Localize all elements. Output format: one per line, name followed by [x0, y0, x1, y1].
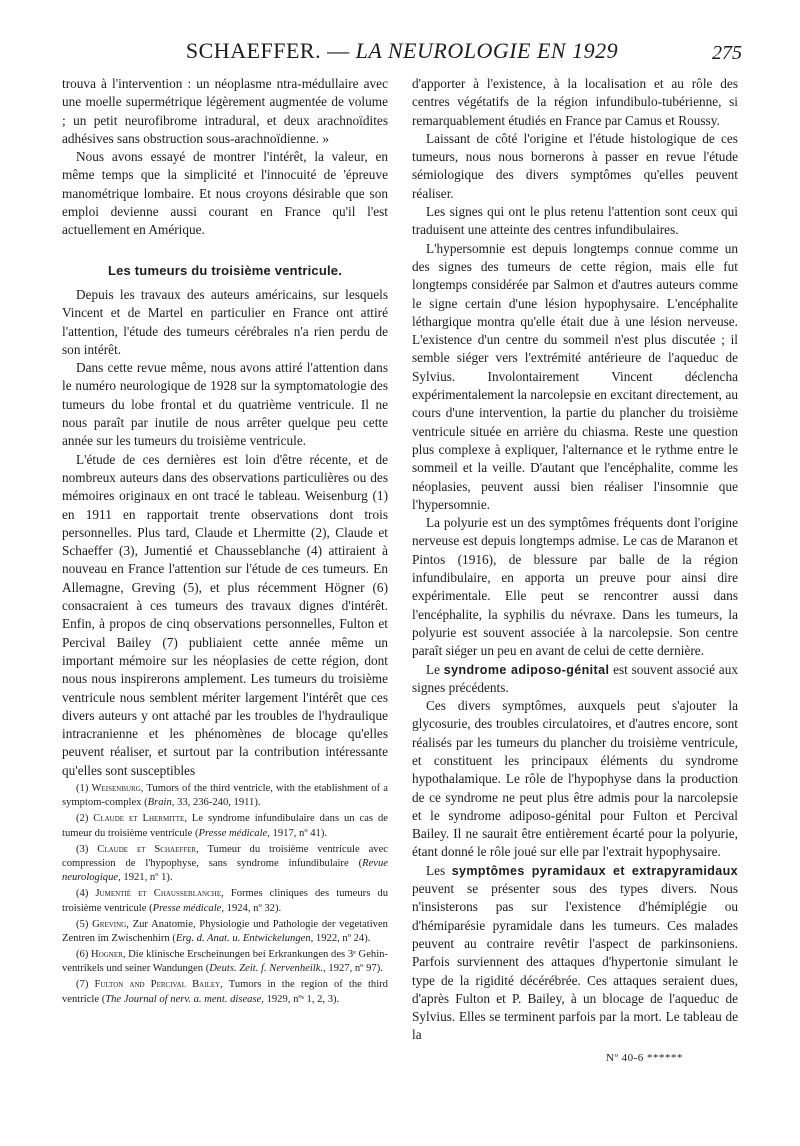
footnote-authors: Jumentié et Chausseblanche [95, 888, 222, 900]
footnote: (2) Claude et Lhermitte, Le syndrome infundibulaire dans un cas de tumeur du troisième ventricule (Presse médicale, 1917, nº 41). [62, 813, 388, 839]
pyramidaux-lead: symptômes pyramidaux et extrapyramidaux [451, 863, 738, 878]
right-paragraph-3: Les signes qui ont le plus retenu l'attention sont ceux qui traduisent une atteinte des centres infundibulaires. [412, 204, 738, 238]
hypersomnie-lead: L'hypersomnie [426, 240, 506, 256]
right-paragraph-7: Ces divers symptômes, auxquels peut s'ajouter la glycosurie, des troubles circulatoires, et d'autres encore, sont réalisés par les tumeurs du plancher du troisième ventricule, et constituent les principaux éléments du syndrome hypothalamique. Le rôle de l'hypophyse dans la production de ce syndrome ne peut plus être admis pour la narcolepsie et le syndrome adiposo-génital pour Fulton et Percival Bailey. Il ne saurait être entièrement écarté pour la polyurie, étant donné le rôle joué sur elle par l'extrait hypophysaire. [412, 698, 738, 860]
running-header [62, 38, 742, 68]
footnote: (4) Jumentié et Chausseblanche, Formes cliniques des tumeurs du troisième ventricule (Presse médicale, 1924, nº 32). [62, 888, 388, 914]
footnote-source: Revue neurologique [62, 858, 388, 884]
left-column [62, 75, 388, 780]
left-paragraph-4: Dans cette revue même, nous avons attiré l'attention dans le numéro neurologique de 1928 sur la symptomatologie des tumeurs du lobe frontal et du quatrième ventricule. Il ne nous paraît par inutile de nous arrêter quelque peu cette année sur les tumeurs du troisième ventricule. [62, 360, 388, 449]
header-author: SCHAEFFER. [185, 38, 322, 63]
adiposo-genital-lead: syndrome adiposo-génital [443, 662, 610, 677]
left-paragraph-1: trouva à l'intervention : un néoplasme ntra-médullaire avec une moelle supermétrique légèrement augmentée de volume ; un petit neurofibrome intradural, et deux arachnoïdites adhésives sans obstruction sous-arachnoïdienne. » [62, 76, 388, 146]
page-number: 275 [712, 42, 742, 64]
footnote-authors: Greving [92, 918, 127, 930]
footnote-source: Deuts. Zeit. f. Nervenheilk. [209, 963, 324, 975]
left-paragraph-5: L'étude de ces dernières est loin d'être récente, et de nombreux auteurs dans des observations particulières ou des mémoires originaux en ont tracé le tableau. Weisenburg (1) en 1911 en rapportait trente observations dont trois personnelles. Plus tard, Claude et Lhermitte (2), Claude et Schaeffer (3), Jumentié et Chausseblanche (4) attiraient à nouveau en France l'attention sur l'étude de ces tumeurs. En Allemagne, Greving (5), et plus récemment Högner (6) consacraient à ces tumeurs des travaux dignes d'intérêt. Enfin, à propos de cinq observations personnelles, Fulton et Percival Bailey (7) publiaient cette année même un important mémoire sur les néoplasies de cette région, dont nous nous inspirerons amplement. Les tumeurs du troisième ventricule nous semblent mériter largement l'intérêt que ces divers auteurs y ont attaché par les troubles de l'hydraulique intracranienne et les phénomènes de blocage qu'elles peuvent réaliser, et surtout par la contribution intéressante qu'elles sont susceptibles [62, 451, 388, 778]
footnote-source: Brain [147, 797, 172, 809]
right-paragraph-8: Les symptômes pyramidaux et extrapyramidaux peuvent se présenter sous des types divers. Nous n'insisterons pas sur l'existence d'hémiplégie ou d'hémiparésie pyramidale dans les tumeurs. Ces malades peuvent au contraire revêtir l'aspect de parkinsoniens. Parfois surviennent des attaques d'hypertonie simulant le type de la rigidité décérébrée. Ces attaques seraient dues, d'après Fulton et P. Bailey, à un blocage de l'aqueduc de Sylvius. Elles se terminent parfois par la mort. Le tableau de la [412, 862, 738, 1043]
footnote-authors: Claude et Lhermitte [93, 813, 185, 825]
left-paragraph-3: Depuis les travaux des auteurs américains, sur lesquels Vincent et de Martel en particulier en France ont attiré l'attention, l'étude des tumeurs cérébrales n'a rien perdu de son intérêt. [62, 286, 388, 357]
right-paragraph-4: L'hypersomnie est depuis longtemps connue comme un des signes des tumeurs de cette région, mais elle fut longtemps considérée par Salmon et d'autres auteurs comme le signe certain d'une lésion hypophysaire. L'encéphalite léthargique montra qu'elle était due à une lésion nerveuse. L'existence d'un centre du sommeil n'est plus discutée ; il semble siéger vers l'extrémité antérieure de l'aqueduc de Sylvius. Involontairement Vincent déclencha expérimentalement la narcolepsie en excitant directement, au cours d'une intervention, la partie du plancher du troisième ventricule située en arrière du chiasma. Reste une question plus complexe à expliquer, l'alternance et le rythme entre le sommeil et la veille. D'autant que l'encéphalite, comme les néoplasies, peuvent aussi bien réaliser l'insomnie que l'hypersomnie. [412, 240, 738, 512]
header-dash: — [321, 38, 356, 63]
footnote-authors: Weisenburg [91, 783, 141, 794]
footnote-source: The Journal of nerv. a. ment. disease [105, 993, 262, 1005]
section-heading: Les tumeurs du troisième ventricule. [107, 262, 343, 278]
right-paragraph-6: Le syndrome adiposo-génital est souvent associé aux signes précédents. [412, 661, 739, 695]
right-paragraph-2: Laissant de côté l'origine et l'étude histologique de ces tumeurs, nous nous bornerons à passer en revue l'étude sémiologique des divers symptômes qu'elles peuvent réaliser. [412, 130, 738, 201]
footnote: (5) Greving, Zur Anatomie, Physiologie und Pathologie der vegetativen Zentren im Zwischenhirn (Erg. d. Anat. u. Entwickelungen, 1922, nº 24). [62, 918, 388, 945]
printer-mark: Nº 40-6 ****** [606, 1052, 684, 1064]
left-paragraph-2: Nous avons essayé de montrer l'intérêt, la valeur, en même temps que la simplicité et l'innocuité de 'épreuve manométrique lombaire. Et nous croyons désirable que son emploi devienne aussi courant en France qu'il l'est actuellement en Amérique. [62, 149, 388, 238]
footnote-source: Erg. d. Anat. u. Entwickelungen [175, 933, 311, 945]
footnote-source: Presse médicale [152, 902, 222, 914]
footnote: (1) Weisenburg, Tumors of the third ventricle, with the etablishment of a symptom-complex (Brain, 33, 236-240, 1911). [62, 783, 388, 809]
footnote-authors: Hogner [91, 948, 123, 960]
footnote: (7) Fulton and Percival Bailey, Tumors in the region of the third ventricle (The Journal of nerv. a. ment. disease, 1929, nºˢ 1, 2, 3). [62, 979, 388, 1005]
right-paragraph-1: d'apporter à l'existence, à la localisation et au rôle des centres végétatifs de la région infundibulo-tubérienne, si remarquablement étudiés en France par Camus et Roussy. [412, 76, 738, 128]
footnote-authors: Claude et Schaeffer [97, 843, 197, 855]
polyurie-lead: La polyurie [426, 515, 489, 531]
footnote: (6) Hogner, Die klinische Erscheinungen bei Erkrankungen des 3ᵉ Gehin-ventrikels und seiner Wandungen (Deuts. Zeit. f. Nervenheilk., 1927, nº 97). [62, 948, 388, 975]
header-title: LA NEUROLOGIE EN 1929 [355, 38, 619, 63]
footnote: (3) Claude et Schaeffer, Tumeur du troisième ventricule avec compression de l'hypophyse, sans syndrome infundibulaire (Revue neurologique, 1921, nº 1). [62, 843, 388, 884]
right-paragraph-5: La polyurie est un des symptômes fréquents dont l'origine nerveuse est depuis longtemps admise. Le cas de Maranon et Pintos (1916), de blessure par balle de la région infundibulaire, en apporta un preuve pour ainsi dire expérimentale. Elle peut se rencontrer aussi dans l'encéphalite, la syphilis du névraxe. Dans les tumeurs, la polyurie est souvent associée à la narcolepsie. Son centre paraît siéger un peu en avant de celui de cette dernière. [412, 515, 738, 659]
footnote-source: Presse médicale [198, 827, 268, 839]
footnotes [62, 782, 388, 1009]
footnote-authors: Fulton and Percival Bailey [94, 979, 221, 991]
running-title [62, 38, 742, 64]
right-column [412, 75, 738, 1045]
